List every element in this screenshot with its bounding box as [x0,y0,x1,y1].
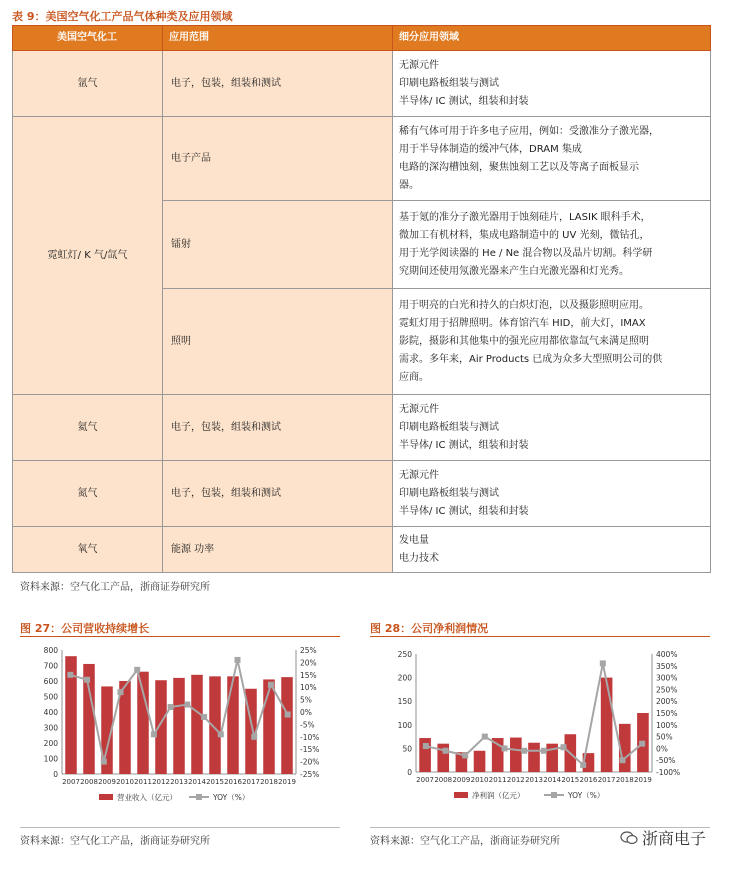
yoy-point [218,731,224,737]
bar [155,680,167,774]
fig27-title: 图 27：公司营收持续增长 [20,622,150,635]
gas-name: 氧气 [13,527,163,573]
fig27-chart [20,642,340,822]
right-tick-label: 250% [656,685,678,695]
detail-line: 需求。多年来，Air Products 已成为众多大型照明公司的供 [399,353,663,365]
gas-name: 氩气 [13,51,163,117]
x-tick-label: 2016 [579,776,598,784]
x-tick-label: 2016 [224,778,242,786]
yoy-point [184,702,190,708]
detail-line: 基于氪的准分子激光器用于蚀刻硅片，LASIK 眼科手术， [399,211,651,223]
detail-line: 电力技术 [399,552,439,564]
x-tick-label: 2018 [615,776,634,784]
right-tick-label: -25% [300,770,320,779]
right-tick-label: 5% [300,695,312,705]
right-tick-label: -5% [300,720,315,730]
x-tick-label: 2012 [506,776,525,784]
x-tick-label: 2012 [152,778,170,786]
x-tick-label: 2010 [116,778,134,786]
yoy-point [502,745,508,751]
legend-line-marker [551,792,557,798]
detail-cell [393,201,711,289]
bar [601,678,613,772]
legend-bar-label: 净利润（亿元） [472,791,525,800]
left-tick-label: 250 [397,650,412,659]
right-tick-label: 400% [656,650,678,659]
header-application-range: 应用范围 [163,26,393,51]
x-tick-label: 2011 [488,776,507,784]
x-tick-label: 2010 [470,776,489,784]
gas-table [12,25,711,573]
fig28-chart [370,642,710,822]
right-tick-label: -20% [300,757,320,767]
bar [173,678,185,774]
right-tick-label: -10% [300,732,320,742]
yoy-point [561,744,567,750]
header-company: 美国空气化工 [13,26,163,51]
fig27-source-note: 资料来源：空气化工产品，浙商证券研究所 [20,836,210,847]
right-tick-label: 200% [656,697,678,707]
left-tick-label: 50 [402,744,412,754]
bar [191,675,203,774]
x-tick-label: 2019 [634,776,652,784]
wechat-icon [620,831,638,845]
detail-line: 无源元件 [399,403,439,415]
left-tick-label: 100 [43,754,58,764]
x-tick-label: 2008 [434,776,453,784]
detail-line: 印刷电路板组装与测试 [399,421,499,433]
fig27-bottom-rule [20,827,340,828]
detail-line: 应商。 [399,371,429,383]
table-header-row [13,26,711,51]
yoy-point [521,748,527,754]
yoy-point [67,672,73,678]
bar [492,738,504,772]
left-tick-label: 100 [397,720,412,730]
yoy-point [101,759,107,765]
x-tick-label: 2014 [188,778,206,786]
detail-line: 半导体/ IC 测试，组装和封装 [399,439,529,451]
right-tick-label: 0% [300,708,312,717]
detail-line: 微加工有机材料，集成电路制造中的 UV 光刻，微钻孔， [399,229,650,241]
right-tick-label: 300% [656,673,678,683]
detail-line: 霓虹灯用于招牌照明。体育馆汽车 HID，前大灯，IMAX [399,317,646,329]
x-tick-label: 2007 [62,778,80,786]
detail-line: 器。 [399,179,419,191]
yoy-point [151,731,157,737]
x-tick-label: 2009 [452,776,471,784]
legend-line-label: YOY（%） [213,793,250,802]
left-tick-label: 150 [397,697,412,707]
gas-name: 氮气 [13,461,163,527]
gas-name: 霓虹灯/ K 气/氙气 [13,117,163,395]
table-row [13,51,711,117]
bar [281,677,293,774]
yoy-point [201,714,207,720]
gas-table-wrap [12,25,710,573]
detail-cell [393,117,711,201]
right-tick-label: 20% [300,658,317,668]
x-tick-label: 2014 [543,776,562,784]
detail-cell [393,289,711,395]
detail-line: 电路的深沟槽蚀刻，聚焦蚀刻工艺以及等离子面板显示 [399,161,639,173]
detail-cell [393,527,711,573]
left-tick-label: 300 [43,723,58,733]
right-tick-label: 50% [656,732,673,742]
left-tick-label: 200 [43,739,58,748]
yoy-point [541,748,547,754]
detail-line: 稀有气体可用于许多电子应用，例如：受激准分子激光器， [399,125,659,137]
left-tick-label: 0 [407,768,412,777]
gas-name: 氦气 [13,395,163,461]
brand-name: 浙商电子 [642,829,707,848]
application-range: 照明 [163,289,393,395]
legend-bar-swatch [99,794,113,800]
yoy-point [443,748,449,754]
legend-line-marker [196,794,202,800]
brand-watermark [620,826,706,849]
yoy-point [462,752,468,758]
application-range: 能源 功率 [163,527,393,573]
application-range: 电子，包装，组装和测试 [163,51,393,117]
detail-line: 半导体/ IC 测试，组装和封装 [399,505,529,517]
detail-line: 无源元件 [399,59,439,71]
x-tick-label: 2007 [416,776,434,784]
header-detail-field: 细分应用领域 [393,26,711,51]
yoy-point [620,757,626,763]
fig27-rule [20,636,340,637]
x-tick-label: 2009 [98,778,116,786]
left-tick-label: 400 [43,708,58,717]
detail-line: 发电量 [399,534,429,546]
detail-line: 影院，摄影和其他集中的强光应用都依靠氙气来满足照明 [399,335,649,347]
detail-cell [393,51,711,117]
right-tick-label: 100% [656,720,678,730]
right-tick-label: 350% [656,661,678,671]
table-row [13,395,711,461]
yoy-point [134,667,140,673]
x-tick-label: 2011 [134,778,152,786]
x-tick-label: 2015 [561,776,580,784]
right-tick-label: 0% [656,744,668,754]
yoy-point [235,657,241,663]
detail-line: 印刷电路板组装与测试 [399,77,499,89]
application-range: 电子，包装，组装和测试 [163,461,393,527]
yoy-point [600,660,606,666]
right-tick-label: 15% [300,670,317,680]
application-range: 电子产品 [163,117,393,201]
yoy-point [268,682,274,688]
detail-cell [393,395,711,461]
application-range: 镭射 [163,201,393,289]
fig28-source-note: 资料来源：空气化工产品，浙商证券研究所 [370,836,560,847]
left-tick-label: 600 [43,677,58,686]
fig28-title: 图 28：公司净利润情况 [370,622,489,635]
detail-line: 用于明亮的白光和持久的白炽灯泡，以及摄影照明应用。 [399,299,649,311]
yoy-point [639,741,645,747]
x-tick-label: 2008 [80,778,98,786]
x-tick-label: 2018 [260,778,278,786]
bar [137,672,149,774]
application-range: 电子，包装，组装和测试 [163,395,393,461]
x-tick-label: 2017 [242,778,260,786]
bar [528,743,540,772]
table-row [13,117,711,201]
yoy-point [285,711,291,717]
left-tick-label: 200 [397,673,412,683]
left-tick-label: 800 [43,646,58,655]
table-row [13,527,711,573]
x-tick-label: 2013 [525,776,543,784]
x-tick-label: 2015 [206,778,224,786]
detail-line: 印刷电路板组装与测试 [399,487,499,499]
detail-line: 半导体/ IC 测试，组装和封装 [399,95,529,107]
legend-bar-label: 营业收入（亿元） [117,793,177,802]
right-tick-label: -100% [656,768,681,777]
table-title: 表 9：美国空气化工产品气体种类及应用领域 [12,10,233,23]
bar [227,676,239,774]
yoy-point [580,762,586,768]
yoy-point [84,677,90,683]
table-source-note: 资料来源：空气化工产品，浙商证券研究所 [20,582,210,593]
bar [474,751,486,772]
detail-line: 究期间还使用氖激光器来产生白光激光器和灯光秀。 [399,265,629,277]
detail-line: 无源元件 [399,469,439,481]
right-tick-label: -50% [656,756,676,766]
detail-cell [393,461,711,527]
fig28-rule [370,636,710,637]
right-tick-label: 10% [300,683,317,693]
yoy-point [423,743,429,749]
x-tick-label: 2017 [597,776,616,784]
yoy-point [168,704,174,710]
detail-line: 用于半导体制造的缓冲气体，DRAM 集成 [399,143,582,155]
legend-line-label: YOY（%） [568,791,605,800]
detail-line: 用于光学阅读器的 He / Ne 混合物以及晶片切割。科学研 [399,247,653,259]
x-tick-label: 2019 [278,778,296,786]
yoy-point [482,734,488,740]
x-tick-label: 2013 [170,778,188,786]
right-tick-label: 25% [300,646,317,655]
right-tick-label: -15% [300,745,320,755]
left-tick-label: 700 [43,661,58,671]
yoy-point [251,734,257,740]
left-tick-label: 0 [53,770,58,779]
yoy-point [118,689,124,695]
right-tick-label: 150% [656,709,678,718]
left-tick-label: 500 [43,692,58,702]
legend-bar-swatch [454,792,468,798]
bar [510,738,522,772]
table-row [13,461,711,527]
